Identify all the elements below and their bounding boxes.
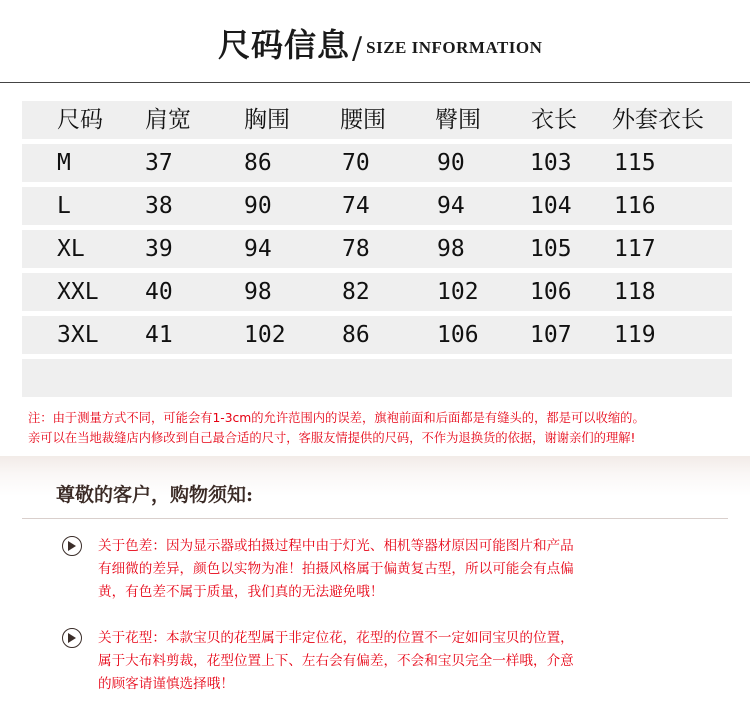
page-title — [218, 22, 542, 66]
cell-waist: 70 — [342, 150, 370, 176]
arrow-circle-icon — [62, 628, 82, 648]
cell-waist: 74 — [342, 193, 370, 219]
notice-line: 的顾客请谨慎选择哦！ — [98, 676, 234, 692]
column-header: 尺码 — [57, 107, 103, 133]
column-header: 衣长 — [531, 107, 577, 133]
cell-length: 106 — [530, 279, 572, 305]
cell-coat-length: 118 — [614, 279, 656, 305]
cell-waist: 86 — [342, 322, 370, 348]
cell-waist: 82 — [342, 279, 370, 305]
arrow-circle-icon — [62, 536, 82, 556]
cell-length: 105 — [530, 236, 572, 262]
cell-shoulder: 38 — [145, 193, 173, 219]
empty-row — [22, 359, 732, 397]
cell-size: XL — [57, 236, 85, 262]
size-table — [22, 101, 732, 402]
notice-line: 关于花型：本款宝贝的花型属于非定位花，花型的位置不一定如同宝贝的位置， — [98, 630, 574, 646]
shopping-notice-title: 尊敬的客户，购物须知: — [56, 484, 254, 506]
header-divider — [0, 82, 750, 83]
cell-chest: 98 — [244, 279, 272, 305]
cell-shoulder: 37 — [145, 150, 173, 176]
cell-coat-length: 117 — [614, 236, 656, 262]
title-slash: / — [352, 31, 363, 66]
notice-line: 属于大布料剪裁，花型位置上下、左右会有偏差，不会和宝贝完全一样哦，介意 — [98, 653, 574, 669]
cell-size: L — [57, 193, 71, 219]
note-line-1: 注：由于测量方式不同，可能会有1-3cm的允许范围内的误差，旗袍前面和后面都是有缝头的，都是可以收缩的。 — [28, 411, 645, 425]
cell-shoulder: 41 — [145, 322, 173, 348]
cell-size: M — [57, 150, 71, 176]
cell-chest: 94 — [244, 236, 272, 262]
cell-length: 107 — [530, 322, 572, 348]
table-row — [22, 230, 732, 268]
cell-shoulder: 39 — [145, 236, 173, 262]
cell-length: 104 — [530, 193, 572, 219]
cell-coat-length: 115 — [614, 150, 656, 176]
cell-hip: 94 — [437, 193, 465, 219]
cell-hip: 102 — [437, 279, 479, 305]
section-divider — [22, 518, 728, 519]
cell-hip: 98 — [437, 236, 465, 262]
cell-hip: 106 — [437, 322, 479, 348]
cell-chest: 102 — [244, 322, 286, 348]
notice-line: 关于色差：因为显示器或拍摄过程中由于灯光、相机等器材原因可能图片和产品 — [98, 538, 574, 554]
column-header: 外套衣长 — [612, 107, 704, 133]
cell-chest: 86 — [244, 150, 272, 176]
cell-size: 3XL — [57, 322, 99, 348]
table-row — [22, 187, 732, 225]
column-header: 胸围 — [244, 107, 290, 133]
column-header: 肩宽 — [145, 107, 191, 133]
cell-shoulder: 40 — [145, 279, 173, 305]
table-row — [22, 273, 732, 311]
cell-coat-length: 116 — [614, 193, 656, 219]
title-chinese: 尺码信息 — [218, 26, 351, 64]
cell-waist: 78 — [342, 236, 370, 262]
note-line-2: 亲可以在当地裁缝店内修改到自己最合适的尺寸，客服友情提供的尺码，不作为退换货的依据，谢谢亲们的理解! — [28, 431, 636, 445]
column-header: 臀围 — [435, 107, 481, 133]
cell-chest: 90 — [244, 193, 272, 219]
table-row — [22, 144, 732, 182]
title-english: SIZE INFORMATION — [366, 38, 543, 57]
cell-length: 103 — [530, 150, 572, 176]
notice-text — [98, 627, 698, 696]
size-notes — [28, 408, 738, 448]
cell-size: XXL — [57, 279, 99, 305]
notice-line: 黄，有色差不属于质量，我们真的无法避免哦！ — [98, 584, 384, 600]
cell-hip: 90 — [437, 150, 465, 176]
table-row — [22, 316, 732, 354]
notice-text — [98, 535, 698, 604]
notice-line: 有细微的差异，颜色以实物为准！拍摄风格属于偏黄复古型，所以可能会有点偏 — [98, 561, 574, 577]
header — [0, 0, 750, 82]
cell-coat-length: 119 — [614, 322, 656, 348]
column-header: 腰围 — [340, 107, 386, 133]
table-header-row — [22, 101, 732, 139]
